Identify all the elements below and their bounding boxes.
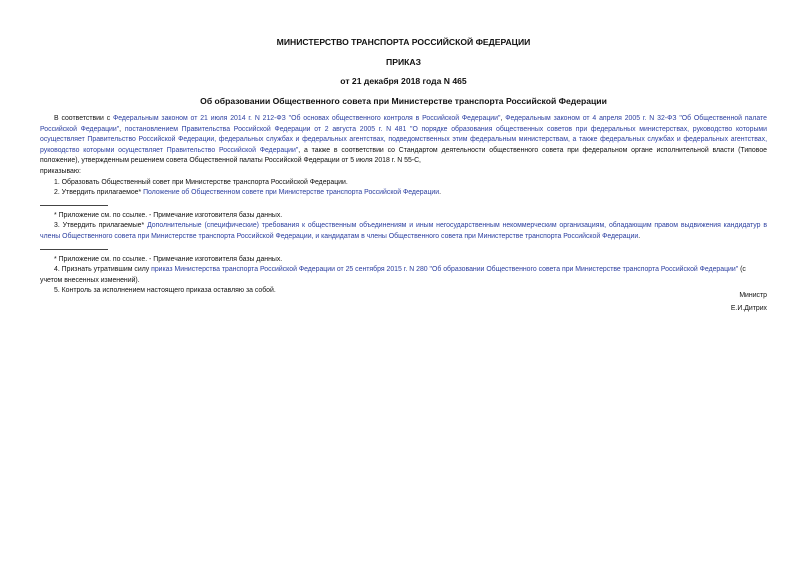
item-2 xyxy=(40,188,767,199)
item-text: 4. Признать утратившим силу xyxy=(54,266,152,274)
date-number-heading: от 21 декабря 2018 года N 465 xyxy=(340,76,467,86)
item-text: . xyxy=(638,232,641,240)
order-word: приказываю: xyxy=(40,167,81,175)
preamble-text: , xyxy=(119,125,125,133)
link-requirements[interactable]: Дополнительные (специфические) требования к общественным объединениям и иным негосударственным некоммерческим организациям, обладающим правом выдвижения кандидатур в члены Общественного совета при Министерстве транспорта Российской Федерации, и кандидатам в члены Общественного совета при Министерстве транспорта Российской Федерации xyxy=(40,222,767,240)
footnote-divider xyxy=(40,205,108,206)
preamble-text: В соответствии с xyxy=(54,115,114,122)
doc-type-heading: ПРИКАЗ xyxy=(386,57,421,67)
link-law-32[interactable]: Федеральным законом от 4 апреля 2005 г. N 32-ФЗ "Об Общественной палате Российской Федерации" xyxy=(40,115,767,133)
preamble-text: , xyxy=(500,115,506,122)
footnote-divider xyxy=(40,249,108,250)
preamble-text: , а также в соответствии со Стандартом деятельности общественного совета при федеральном органе исполнительной власти (Типовое положение), утвержденным решением совета Общественной палаты Российской Федерации от 5 июля 2018 г. N 55-С, xyxy=(40,146,767,165)
item-4 xyxy=(40,265,767,286)
item-text: . xyxy=(439,189,442,197)
item-text: 3. Утвердить прилагаемые* xyxy=(54,222,148,230)
link-regulation[interactable]: Положение об Общественном совете при Министерстве транспорта Российской Федерации xyxy=(143,189,440,197)
item-3 xyxy=(40,221,767,242)
preamble-paragraph xyxy=(40,114,767,167)
signature-position: Министр xyxy=(739,292,767,299)
item-5: 5. Контроль за исполнением настоящего приказа оставляю за собой. xyxy=(54,287,276,295)
item-text: (с учетом внесенных изменений). xyxy=(40,266,746,284)
item-1: 1. Образовать Общественный совет при Министерстве транспорта Российской Федерации. xyxy=(54,178,348,186)
document-title: Об образовании Общественного совета при Министерстве транспорта Российской Федерации xyxy=(200,96,607,106)
signature-name: Е.И.Дитрих xyxy=(730,305,767,312)
link-law-212[interactable]: Федеральным законом от 21 июля 2014 г. N 212-ФЗ "Об основах общественного контроля в Российской Федерации" xyxy=(113,115,501,122)
footnote-1: * Приложение см. по ссылке. - Примечание изготовителя базы данных. xyxy=(54,211,283,219)
item-text: 2. Утвердить прилагаемое* xyxy=(54,189,144,197)
ministry-heading: МИНИСТЕРСТВО ТРАНСПОРТА РОССИЙСКОЙ ФЕДЕРАЦИИ xyxy=(276,37,531,47)
link-resolution-481[interactable]: постановлением Правительства Российской Федерации от 2 августа 2005 г. N 481 "О порядке образования общественных советов при федеральных министерствах, руководство которыми осуществляет Правительство Российской Федерации, федеральных службах и федеральных агентствах, подведомственных этим федеральным министерствам, а также федеральных службах и федеральных агентствах, руководство которыми осуществляет Правительство Российской Федерации" xyxy=(40,125,767,154)
link-order-280[interactable]: приказ Министерства транспорта Российской Федерации от 25 сентября 2015 г. N 280 "Об образовании Общественного совета при Министерстве транспорта Российской Федерации" xyxy=(151,266,739,274)
document-body xyxy=(40,114,767,297)
footnote-2: * Приложение см. по ссылке. - Примечание изготовителя базы данных. xyxy=(54,255,283,263)
